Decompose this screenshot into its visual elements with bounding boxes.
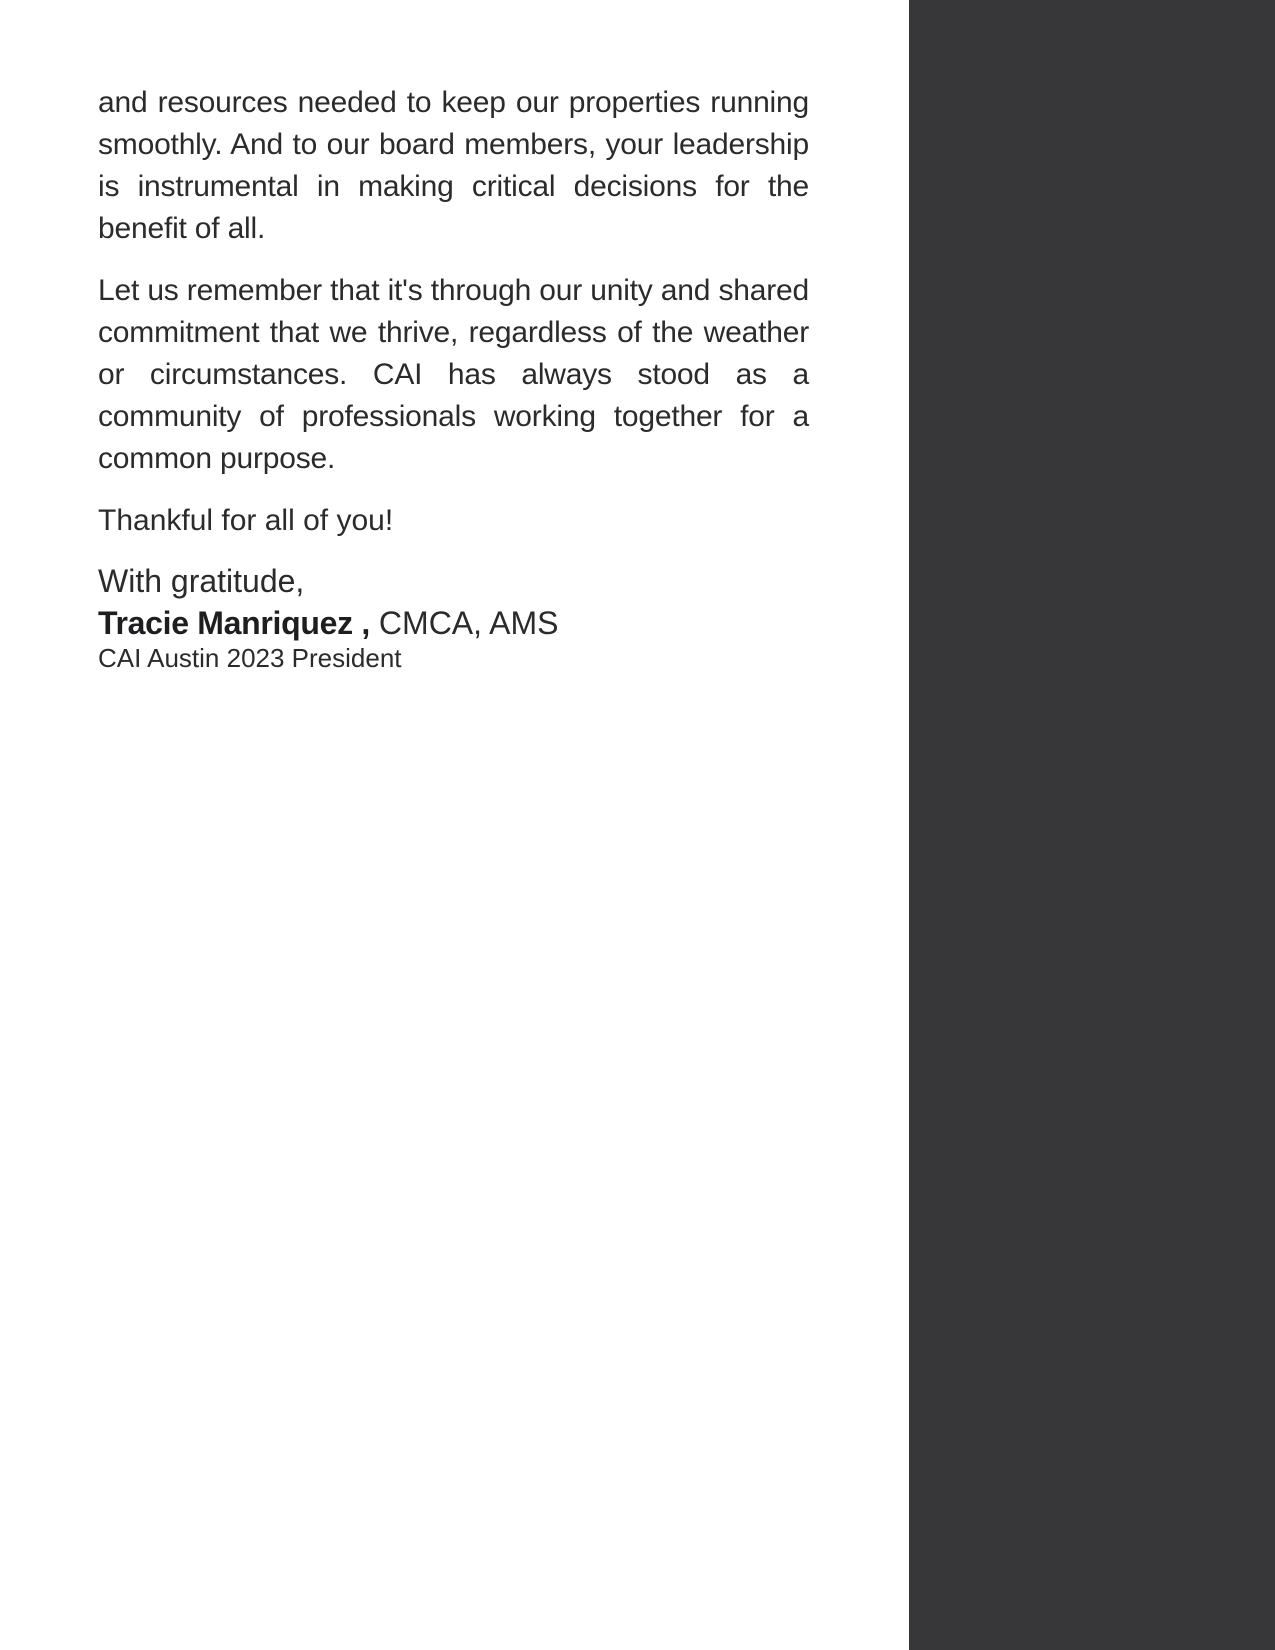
- side-panel: [909, 0, 1275, 1650]
- signer-name: Tracie Manriquez ,: [98, 605, 371, 641]
- signer-title: CAI Austin 2023 President: [98, 643, 402, 673]
- letter-body: [98, 82, 809, 672]
- thanks-line: Thankful for all of you!: [98, 504, 394, 537]
- closing-salutation: With gratitude,: [98, 563, 305, 599]
- letter-paragraph: Let us remember that it's through our unity and shared commitment that we thrive, regardless of the weather or circumstances. CAI has always stood as a community of professionals working together for a common purpose.: [98, 274, 809, 475]
- signature-line: [98, 602, 809, 644]
- letter-paragraph: and resources needed to keep our properties running smoothly. And to our board members, your leadership is instrumental in making critical decisions for the benefit of all.: [98, 86, 809, 245]
- signer-credentials: CMCA, AMS: [378, 605, 559, 641]
